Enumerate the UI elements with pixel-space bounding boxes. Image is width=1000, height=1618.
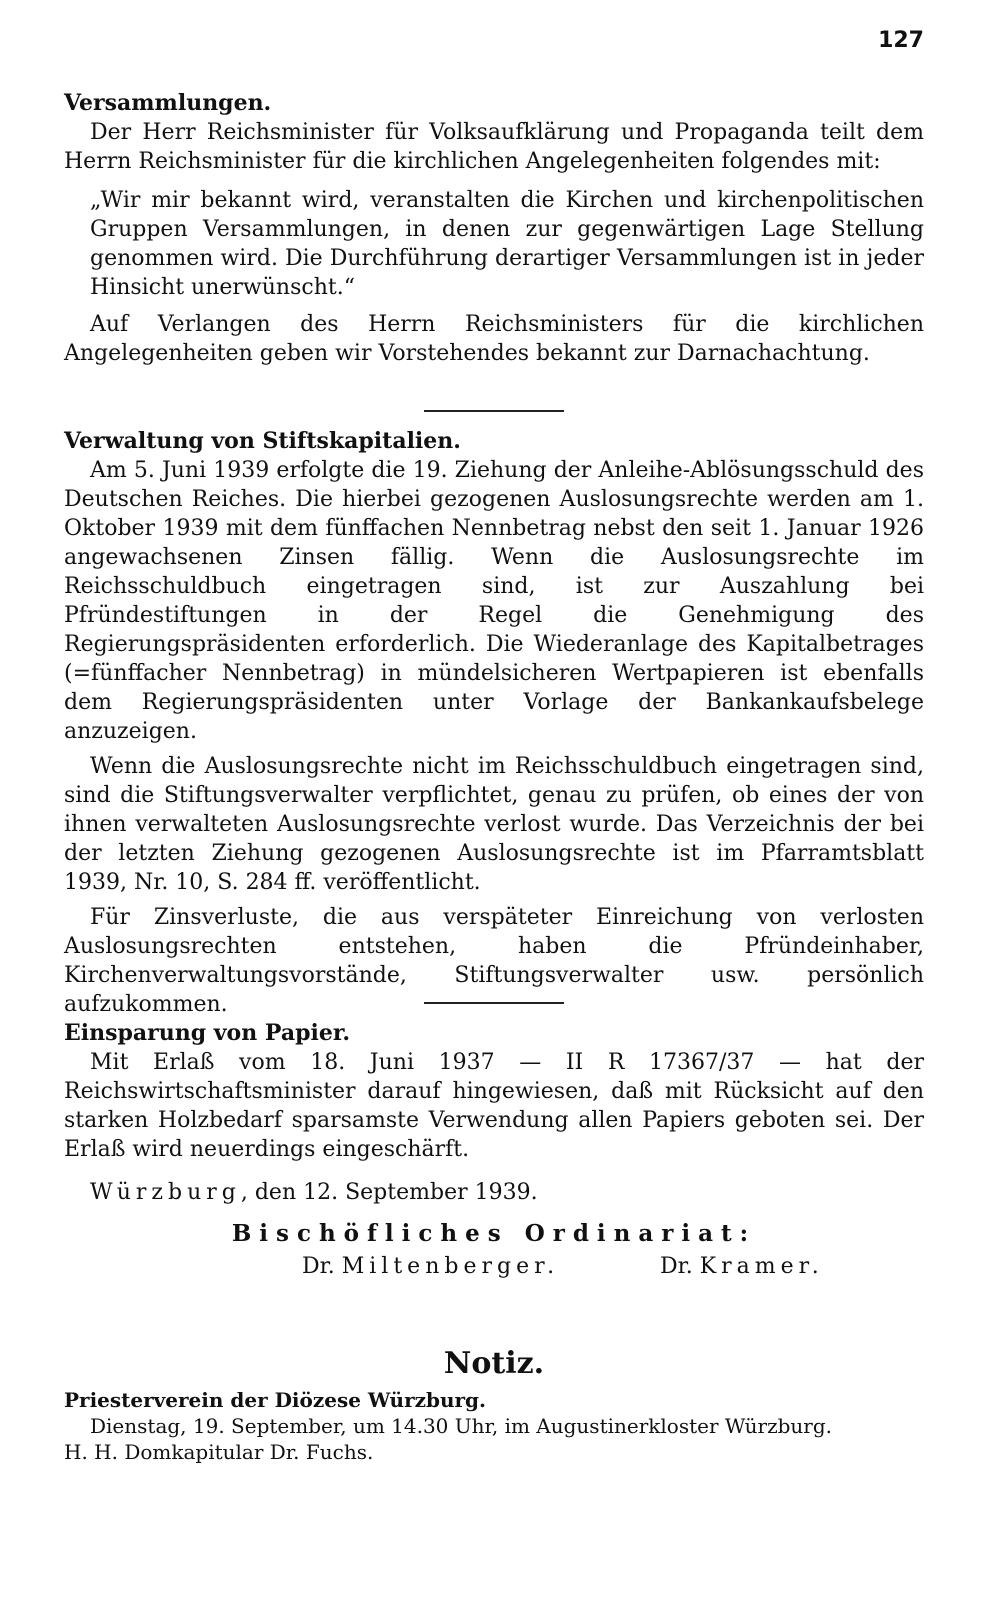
- paragraph: Der Herr Reichsminister für Volksaufklärung und Propaganda teilt dem Herrn Reichsminister für die kirchlichen Angelegenheiten folgendes mit:: [64, 120, 924, 174]
- paragraph: Wenn die Auslosungsrechte nicht im Reichsschuldbuch eingetragen sind, sind die Stiftungsverwalter verpflichtet, genau zu prüfen, ob eines der von ihnen verwalteten Auslosungsrechte verlost wurde. Das Verzeichnis der bei der letzten Ziehung gezogenen Auslosungsrechte ist im Pfarramtsblatt 1939, Nr. 10, S. 284 ff. veröffentlicht.: [64, 754, 924, 895]
- paragraph: Mit Erlaß vom 18. Juni 1937 — II R 17367/37 — hat der Reichswirtschaftsminister darauf hingewiesen, daß mit Rücksicht auf den starken Holzbedarf sparsamste Verwendung allen Papiers geboten sei. Der Erlaß wird neuerdings eingeschärft.: [64, 1050, 924, 1162]
- quoted-statement: „Wir mir bekannt wird, veranstalten die Kirchen und kirchenpolitischen Gruppen Versammlungen, in denen zur gegenwärtigen Lage Stellung genommen wird. Die Durchführung derartiger Versammlungen ist in jeder Hinsicht unerwünscht.“: [90, 188, 924, 300]
- section-divider: [424, 1002, 564, 1004]
- document-page: [64, 28, 924, 1588]
- section-notiz: [64, 1346, 924, 1465]
- section-heading: Verwaltung von Stiftskapitalien.: [64, 428, 461, 454]
- page-number: 127: [878, 28, 924, 53]
- notiz-heading: Notiz.: [443, 1346, 545, 1381]
- notiz-subheading: Priesterverein der Diözese Würzburg.: [64, 1388, 486, 1412]
- signer-kramer: Dr. Kramer.: [660, 1254, 824, 1279]
- notiz-line: Dienstag, 19. September, um 14.30 Uhr, im Augustinerkloster Würzburg.: [90, 1414, 833, 1438]
- notiz-line: H. H. Domkapitular Dr. Fuchs.: [64, 1440, 374, 1464]
- dateline-place: Würzburg: [90, 1180, 241, 1205]
- closing-block: [64, 1178, 924, 1290]
- section-heading: Versammlungen.: [64, 90, 272, 116]
- section-divider: [424, 410, 564, 412]
- signature-title: Bischöfliches Ordinariat:: [231, 1220, 757, 1247]
- section-papier: [64, 1018, 924, 1164]
- section-heading: Einsparung von Papier.: [64, 1020, 351, 1046]
- section-stiftskapitalien: [64, 426, 924, 1019]
- signers: [64, 1254, 924, 1290]
- paragraph: Auf Verlangen des Herrn Reichsministers für die kirchlichen Angelegenheiten geben wir Vorstehendes bekannt zur Darnachachtung.: [64, 312, 924, 366]
- section-versammlungen: [64, 88, 924, 368]
- dateline: [64, 1178, 924, 1208]
- paragraph: Für Zinsverluste, die aus verspäteter Einreichung von verlosten Auslosungsrechten entstehen, haben die Pfründeinhaber, Kirchenverwaltungsvorstände, Stiftungsverwalter usw. persönlich aufzukommen.: [64, 905, 924, 1017]
- paragraph: Am 5. Juni 1939 erfolgte die 19. Ziehung der Anleihe-Ablösungsschuld des Deutschen Reiches. Die hierbei gezogenen Auslosungsrechte werden am 1. Oktober 1939 mit dem fünffachen Nennbetrag nebst den seit 1. Januar 1926 angewachsenen Zinsen fällig. Wenn die Auslosungsrechte im Reichsschuldbuch eingetragen sind, ist zur Auszahlung bei Pfründestiftungen in der Regel die Genehmigung des Regierungspräsidenten erforderlich. Die Wiederanlage des Kapitalbetrages (=fünffacher Nennbetrag) in mündelsicheren Wertpapieren ist ebenfalls dem Regierungspräsidenten unter Vorlage der Bankankaufsbelege anzuzeigen.: [64, 458, 924, 744]
- dateline-date: , den 12. September 1939.: [240, 1180, 538, 1205]
- signer-miltenberger: Dr. Miltenberger.: [302, 1254, 560, 1279]
